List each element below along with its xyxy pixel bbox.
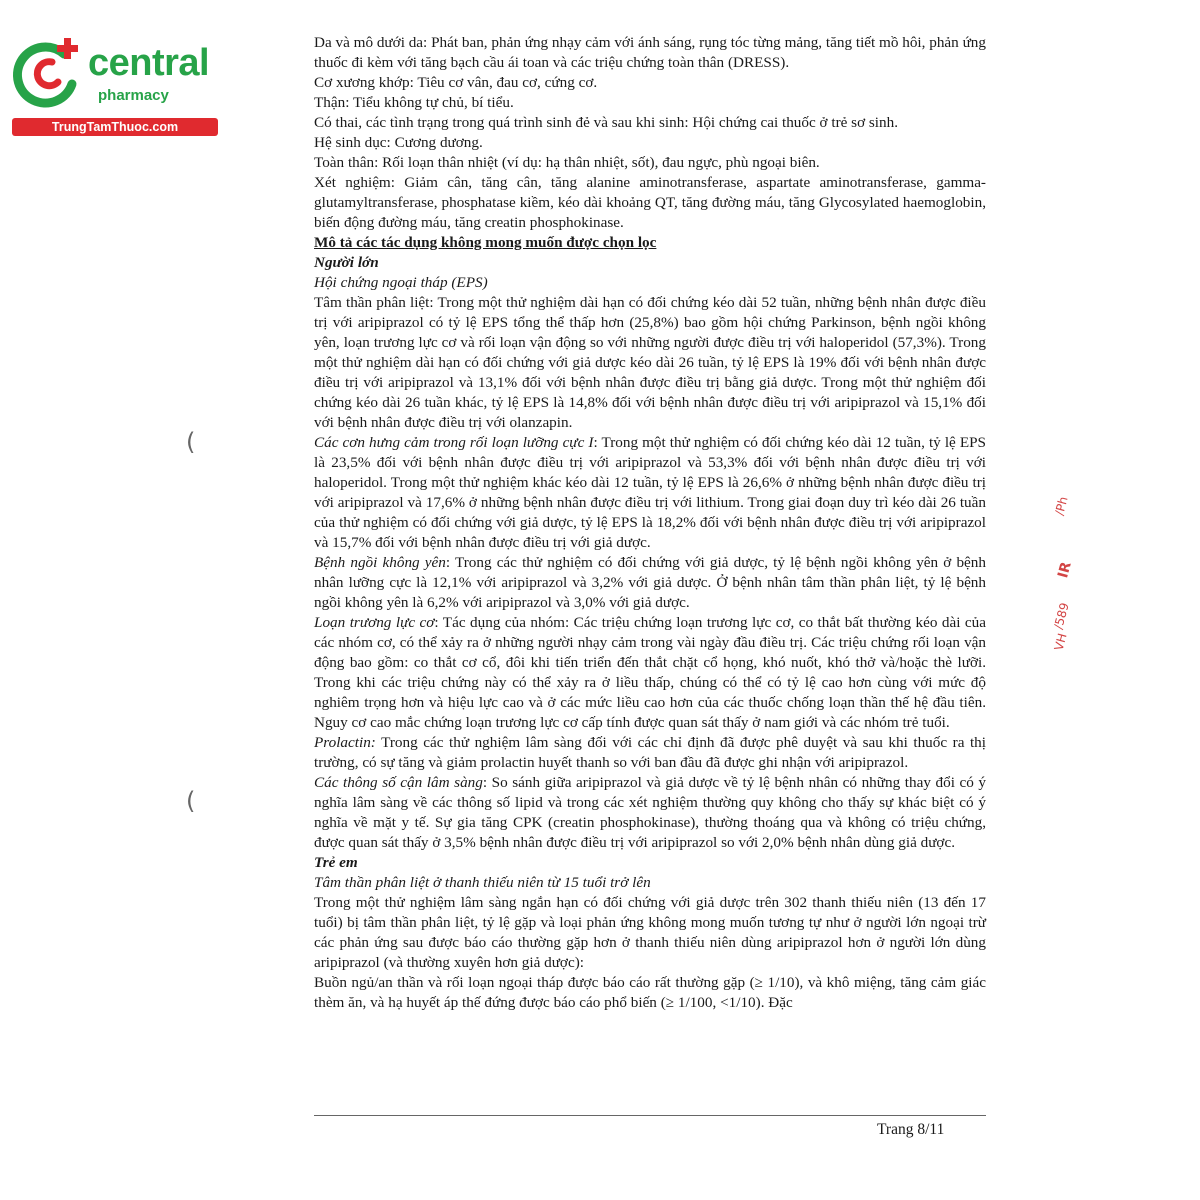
footer-divider: [314, 1115, 986, 1116]
paragraph-musculoskeletal: Cơ xương khớp: Tiêu cơ vân, đau cơ, cứng cơ.: [314, 74, 598, 91]
stamp-fragment: IR: [1055, 560, 1075, 580]
paragraph-schizophrenia: Tâm thần phân liệt: Trong một thử nghiệm dài hạn có đối chứng kéo dài 52 tuần, những bệnh nhân được điều trị với aripiprazol có tỷ lệ EPS tổng thể thấp hơn (25,8%) bao gồm hội chứng Parkinson, bệnh ngồi không yên, loạn trương lực cơ và rối loạn vận động so với những người được điều trị với haloperidol (57,3%). Trong một thử nghiệm dài hạn có đối chứng với giả dược kéo dài 26 tuần, tỷ lệ EPS là 19% đối với bệnh nhân được điều trị với aripiprazol và 13,1% đối với bệnh nhân được điều trị bằng giả dược. Trong một thử nghiệm đối chứng kéo dài 26 tuần khác, tỷ lệ EPS là 14,8% đối với bệnh nhân được điều trị với aripiprazol và 15,1% đối với bệnh nhân được điều trị với olanzapin.: [314, 294, 986, 431]
paragraph-prolactin: [314, 733, 986, 773]
adolescent-schizophrenia-heading: Tâm thần phân liệt ở thanh thiếu niên từ 15 tuổi trở lên: [314, 874, 651, 891]
prolactin-label: Prolactin:: [314, 734, 376, 751]
paragraph-skin: Da và mô dưới da: Phát ban, phản ứng nhạy cảm với ánh sáng, rụng tóc từng mảng, tăng tiết mồ hôi, phản ứng thuốc đi kèm với tăng bạch cầu ái toan và các triệu chứng toàn thân (DRESS).: [314, 34, 986, 71]
dystonia-label: Loạn trương lực cơ: [314, 614, 435, 631]
brand-subtitle: pharmacy: [98, 87, 169, 104]
brand-website: TrungTamThuoc.com: [12, 118, 218, 136]
paraclinical-text: : So sánh giữa aripiprazol và giả dược về tỷ lệ bệnh nhân có những thay đổi có ý nghĩa lâm sàng về các thông số lipid và trong các xét nghiệm thường quy không cho thấy sự khác biệt có ý nghĩa về mặt y tế. Sự gia tăng CPK (creatin phosphokinase), thường thoáng qua và không có triệu chứng, được quan sát thấy ở 3,5% bệnh nhân được điều trị với aripiprazol so với 2,0% bệnh nhân dùng giả dược.: [314, 774, 986, 851]
paragraph-dystonia: [314, 613, 986, 733]
paraclinical-label: Các thông số cận lâm sàng: [314, 774, 483, 791]
paragraph-adolescent-effects: Buồn ngủ/an thần và rối loạn ngoại tháp được báo cáo rất thường gặp (≥ 1/10), và khô miệng, tăng cảm giác thèm ăn, và hạ huyết áp thế đứng được báo cáo phổ biến (≥ 1/100, <1/10). Đặc: [314, 974, 986, 1011]
paragraph-reproductive: Hệ sinh dục: Cương dương.: [314, 134, 483, 151]
stamp-fragment: /589: [1051, 601, 1072, 631]
paragraph-general: Toàn thân: Rối loạn thân nhiệt (ví dụ: hạ thân nhiệt, sốt), đau ngực, phù ngoại biên.: [314, 154, 820, 171]
paragraph-mania: [314, 433, 986, 553]
stamp-fragment: /Ph: [1052, 495, 1071, 517]
mania-text: : Trong một thử nghiệm có đối chứng kéo dài 12 tuần, tỷ lệ EPS là 23,5% đối với bệnh nhân được điều trị với aripiprazol và 53,3% đối với bệnh nhân được điều trị với haloperidol. Trong một thử nghiệm khác kéo dài 12 tuần, tỷ lệ EPS là 26,6% ở những bệnh nhân được điều trị với aripiprazol và 17,6% ở những bệnh nhân được điều trị với lithium. Trong giai đoạn duy trì kéo dài 26 tuần của thử nghiệm có đối chứng với giả dược, tỷ lệ EPS là 18,2% đối với bệnh nhân được điều trị với aripiprazol và 15,7% đối với bệnh nhân được điều trị với giả dược.: [314, 434, 987, 551]
paragraph-investigations: Xét nghiệm: Giảm cân, tăng cân, tăng alanine aminotransferase, aspartate aminotransferase, gamma-glutamyltransferase, phosphatase kiềm, kéo dài khoảng QT, tăng đường máu, tăng Glycosylated haemoglobin, biến động đường máu, tăng creatin phosphokinase.: [314, 174, 986, 231]
dystonia-text: : Tác dụng của nhóm: Các triệu chứng loạn trương lực cơ, co thắt bất thường kéo dài của các nhóm cơ, có thể xảy ra ở những người nhạy cảm trong vài ngày đầu điều trị. Các triệu chứng rối loạn vận động bao gồm: co thắt cơ cổ, đôi khi tiến triển đến thắt chặt cổ họng, khó nuốt, khó thở và/hoặc thè lưỡi. Trong khi các triệu chứng này có thể xảy ra ở liều thấp, chúng có thể có tỷ lệ cao hơn cùng với mức độ nghiêm trọng hơn và hiệu lực cao và ở các mức liều cao hơn của các thuốc chống loạn thần thế hệ đầu tiên. Nguy cơ cao mắc chứng loạn trương lực cơ cấp tính được quan sát thấy ở nam giới và các nhóm trẻ tuổi.: [314, 614, 986, 731]
central-pharmacy-logo: [8, 36, 222, 136]
akathisia-label: Bệnh ngồi không yên: [314, 554, 446, 571]
akathisia-text: : Trong các thử nghiệm có đối chứng với giả dược, tỷ lệ bệnh ngồi không yên ở bệnh nhân lưỡng cực là 12,1% với aripiprazol và 3,2% với giả dược. Ở bệnh nhân tâm thần phân liệt, tỷ lệ bệnh ngồi không yên là 6,2% với aripiprazol và 3,0% với giả dược.: [314, 554, 986, 611]
punch-hole-mark-upper: (: [186, 428, 196, 456]
adults-heading: Người lớn: [314, 254, 379, 271]
punch-hole-mark-lower: (: [186, 787, 196, 815]
paragraph-renal: Thận: Tiểu không tự chủ, bí tiểu.: [314, 94, 514, 111]
paragraph-paraclinical: [314, 773, 986, 853]
mania-label: Các cơn hưng cảm trong rối loạn lưỡng cực I: [314, 434, 594, 451]
brand-name: central: [88, 42, 210, 84]
paragraph-pregnancy: Có thai, các tình trạng trong quá trình sinh đẻ và sau khi sinh: Hội chứng cai thuốc ở trẻ sơ sinh.: [314, 114, 899, 131]
paragraph-adolescent-trial: Trong một thử nghiệm lâm sàng ngắn hạn có đối chứng với giả dược trên 302 thanh thiếu niên (13 đến 17 tuổi) bị tâm thần phân liệt, tỷ lệ gặp và loại phản ứng không mong muốn tương tự như ở người lớn ngoại trừ các phản ứng sau được báo cáo thường gặp hơn ở thanh thiếu niên dùng aripiprazol hơn ở người lớn dùng aripiprazol (và thường xuyên hơn giả dược):: [314, 894, 986, 971]
document-body: [314, 33, 986, 1013]
section-heading: Mô tả các tác dụng không mong muốn được chọn lọc: [314, 234, 657, 251]
stamp-fragment: VH: [1051, 631, 1070, 653]
pharmacy-cross-logo-icon: [12, 36, 84, 112]
page-number: Trang 8/11: [877, 1121, 945, 1138]
eps-heading: Hội chứng ngoại tháp (EPS): [314, 274, 488, 291]
paragraph-akathisia: [314, 553, 986, 613]
children-heading: Trẻ em: [314, 854, 358, 871]
prolactin-text: Trong các thử nghiệm lâm sàng đối với các chỉ định đã được phê duyệt và sau khi thuốc ra thị trường, có sự tăng và giảm prolactin huyết thanh so với ban đầu đã được ghi nhận với aripiprazol.: [314, 734, 986, 771]
